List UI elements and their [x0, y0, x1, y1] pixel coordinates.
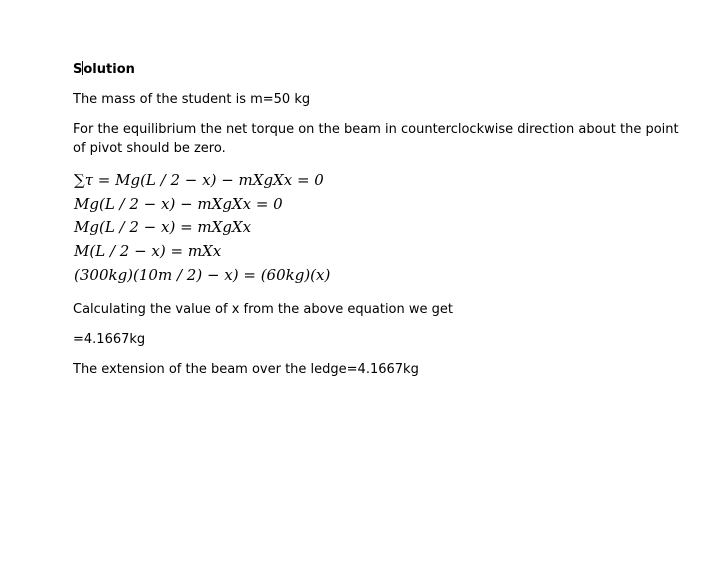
equation-1: ∑τ = Mg(L / 2 − x) − mXgXx = 0: [74, 171, 324, 189]
equilibrium-statement: For the equilibrium the net torque on the beam in counterclockwise direction about the point of pivot should be zero.: [73, 122, 679, 156]
heading-rest: olution: [83, 62, 135, 77]
equation-2: Mg(L / 2 − x) − mXgXx = 0: [74, 195, 283, 213]
mass-statement: The mass of the student is m=50 kg: [73, 92, 311, 107]
solution-heading: [73, 60, 135, 79]
equation-5: (300kg)(10m / 2) − x) = (60kg)(x): [74, 266, 331, 284]
heading-first-letter: S: [73, 62, 83, 77]
equation-3: Mg(L / 2 − x) = mXgXx: [74, 218, 252, 236]
equation-4: M(L / 2 − x) = mXx: [74, 242, 222, 260]
calculation-statement: Calculating the value of x from the above equation we get: [73, 302, 453, 317]
result-value: =4.1667kg: [73, 332, 146, 347]
final-answer: The extension of the beam over the ledge=4.1667kg: [73, 362, 419, 377]
